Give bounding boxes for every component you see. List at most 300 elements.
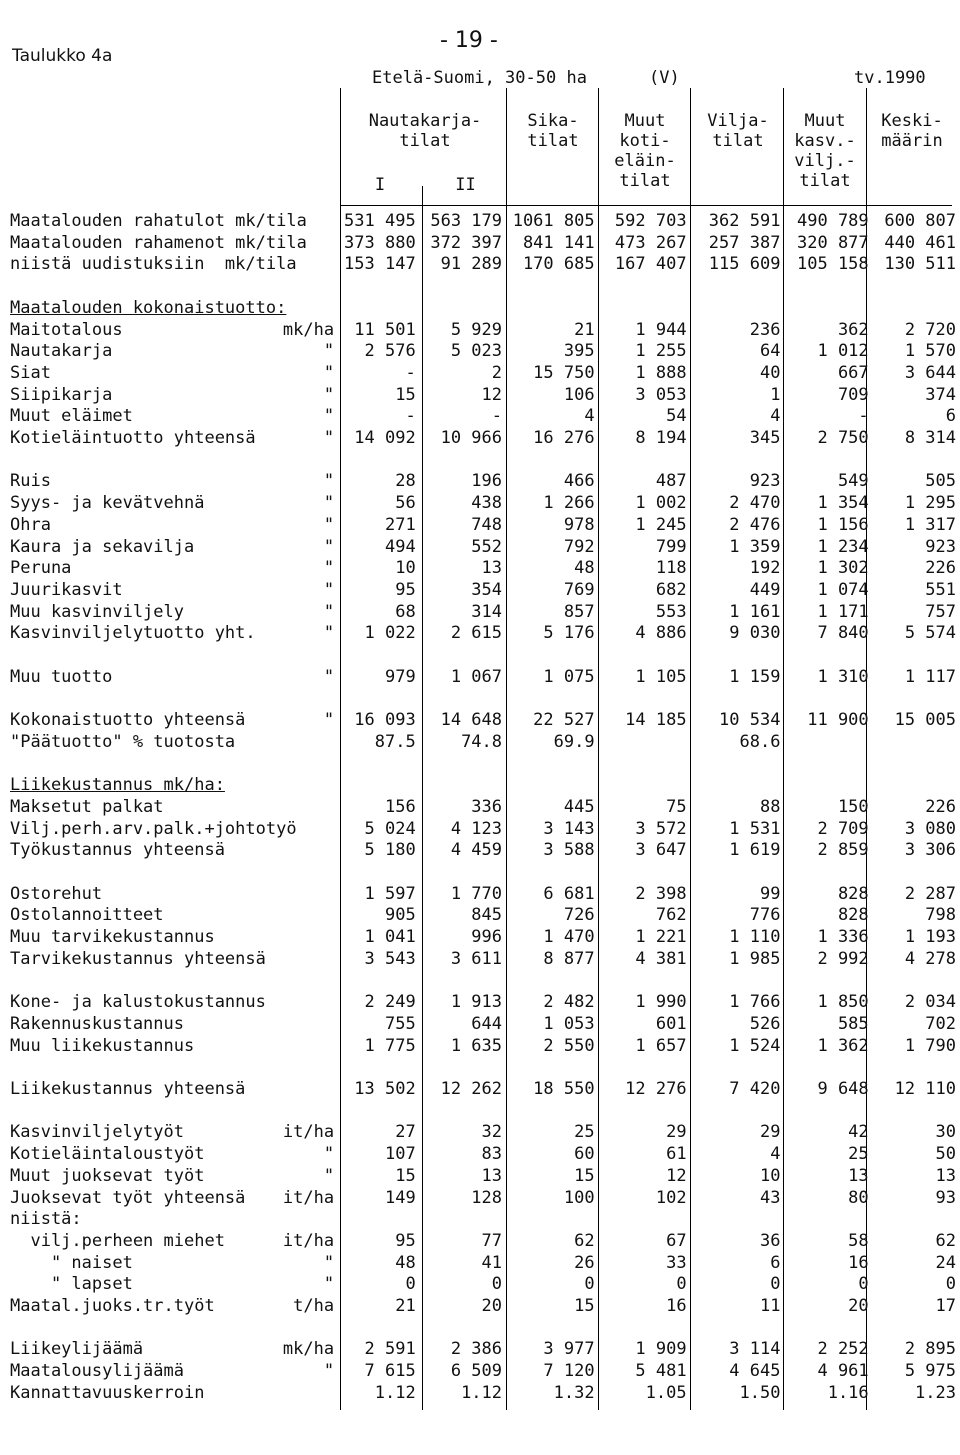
row-unit: " [323, 493, 335, 514]
table-cell: 3 611 [450, 948, 503, 969]
table-cell: 1 022 [364, 623, 416, 644]
table-cell: 1 635 [450, 1035, 503, 1056]
table-cell: 4 961 [817, 1361, 869, 1382]
table-cell: 2 470 [729, 493, 781, 514]
table-cell: 600 807 [884, 211, 956, 231]
row-label: Muut eläimet [10, 406, 133, 427]
table-row [10, 1144, 960, 1166]
table-cell: 798 [925, 905, 956, 926]
table-cell: 1 012 [817, 341, 869, 362]
row-label: Maatalouden rahamenot mk/tila [10, 232, 307, 253]
header-sub-ii: II [455, 175, 476, 195]
row-unit: " [323, 384, 335, 405]
table-row [10, 1014, 960, 1036]
table-row [10, 428, 960, 450]
table-cell: 15 750 [533, 362, 595, 383]
row-label: Peruna [10, 558, 72, 579]
row-unit: t/ha [293, 1296, 335, 1317]
row-label: Tarvikekustannus yhteensä [10, 948, 266, 969]
table-row [10, 732, 960, 754]
table-cell [338, 1209, 420, 1231]
row-label: Kotieläintuotto yhteensä [10, 428, 256, 449]
table-cell: 1 245 [635, 514, 687, 535]
table-row [10, 797, 960, 819]
table-cell: 74.8 [461, 731, 503, 752]
table-cell: 130 511 [884, 254, 956, 275]
table-cell: 1.05 [645, 1382, 687, 1403]
table-cell [784, 1101, 872, 1123]
table-cell: 1 657 [635, 1035, 687, 1056]
table-cell: 1 985 [729, 948, 781, 969]
region-label: Etelä-Suomi, 30-50 ha [372, 68, 587, 88]
table-cell: 1 597 [364, 883, 416, 904]
table-cell [784, 298, 872, 320]
table-cell: 67 [666, 1230, 687, 1251]
row-label: Kone- ja kalustokustannus [10, 992, 266, 1013]
table-cell: 1.50 [739, 1382, 781, 1403]
table-cell: 828 [837, 883, 869, 904]
table-cell: 16 276 [533, 428, 595, 449]
table-cell: 50 [935, 1144, 956, 1165]
row-label: niistä: [10, 1209, 82, 1230]
header-sub-i: I [374, 175, 386, 195]
table-cell [506, 1057, 599, 1079]
table-cell [599, 1318, 691, 1340]
table-cell: 150 [837, 796, 869, 817]
table-cell: - [405, 406, 416, 427]
table-cell: 149 [384, 1187, 416, 1208]
table-cell: 102 [655, 1187, 687, 1208]
table-row [10, 1057, 960, 1079]
table-row [10, 623, 960, 645]
table-cell: 2 [491, 362, 503, 383]
table-cell [784, 1057, 872, 1079]
row-label: " lapset [10, 1274, 133, 1295]
table-cell [873, 688, 960, 710]
row-label: Työkustannus yhteensä [10, 840, 225, 861]
table-cell [691, 1057, 785, 1079]
table-cell: 372 397 [430, 232, 503, 253]
table-cell: 21 [395, 1296, 416, 1317]
table-cell: 601 [655, 1013, 687, 1034]
table-row [10, 1274, 960, 1296]
table-cell [784, 732, 872, 754]
table-cell [784, 1209, 872, 1231]
table-cell [338, 645, 420, 667]
table-cell: 27 [395, 1122, 416, 1143]
table-cell: 841 141 [522, 232, 595, 253]
table-cell: 2 550 [543, 1035, 595, 1056]
table-cell: 29 [666, 1122, 687, 1143]
row-unit: " [323, 1274, 335, 1295]
row-label: Nautakarja [10, 341, 113, 362]
table-cell: 21 [574, 319, 595, 340]
table-cell [784, 754, 872, 776]
table-cell [873, 645, 960, 667]
table-cell: 531 495 [344, 211, 416, 231]
table-cell: 1 002 [635, 493, 687, 514]
table-cell: 2 252 [817, 1339, 869, 1360]
page-number: - 19 - [440, 28, 498, 53]
table-cell: 13 502 [354, 1079, 416, 1099]
table-cell [338, 862, 420, 884]
table-cell: 6 509 [450, 1361, 503, 1382]
table-cell: 1 570 [904, 341, 956, 362]
table-cell: 25 [574, 1122, 595, 1143]
table-cell: 8 314 [904, 428, 956, 449]
table-cell: 2 859 [817, 840, 869, 861]
row-unit: " [323, 1165, 335, 1186]
table-row [10, 1079, 960, 1101]
row-label: Rakennuskustannus [10, 1013, 184, 1034]
row-label: niistä uudistuksiin mk/tila [10, 254, 297, 275]
table-cell [599, 754, 691, 776]
table-row [10, 884, 960, 906]
table-cell [691, 1101, 785, 1123]
table-row [10, 905, 960, 927]
table-cell: 60 [574, 1144, 595, 1165]
table-cell: 0 [584, 1274, 595, 1295]
row-label: Maatal.juoks.tr.työt [10, 1296, 215, 1317]
table-cell: 3 080 [904, 818, 956, 839]
table-cell: 2 895 [904, 1339, 956, 1360]
table-cell: 487 [655, 471, 687, 492]
table-cell: 257 387 [708, 232, 781, 253]
table-cell: 923 [925, 536, 956, 557]
table-cell: 4 [770, 406, 781, 427]
table-cell: 682 [655, 579, 687, 600]
table-cell: 1 266 [543, 493, 595, 514]
table-cell: 9 648 [817, 1079, 869, 1099]
row-label: Siipikarja [10, 384, 113, 405]
table-cell: 374 [925, 384, 956, 405]
table-cell: 105 158 [797, 254, 869, 275]
table-cell: 1 354 [817, 493, 869, 514]
row-unit: it/ha [282, 1122, 335, 1143]
row-unit: " [323, 666, 335, 687]
table-cell: 22 527 [533, 710, 595, 731]
table-cell: 3 647 [635, 840, 687, 861]
row-label: Kasvinviljelytuotto yht. [10, 623, 256, 644]
table-cell: 56 [395, 493, 416, 514]
table-cell: 106 [563, 384, 595, 405]
table-cell [873, 1101, 960, 1123]
table-cell [599, 688, 691, 710]
table-cell: 33 [666, 1252, 687, 1273]
row-unit: " [323, 471, 335, 492]
table-cell: 1 850 [817, 992, 869, 1013]
table-cell: - [491, 406, 503, 427]
table-cell: 799 [655, 536, 687, 557]
table-cell: 107 [384, 1144, 416, 1165]
row-label: Kannattavuuskerroin [10, 1382, 205, 1403]
table-cell: 3 306 [904, 840, 956, 861]
table-cell: 5 024 [364, 818, 416, 839]
table-cell [420, 775, 506, 797]
table-cell [506, 1209, 599, 1231]
table-cell: 1 888 [635, 362, 687, 383]
table-cell: 1061 805 [512, 211, 595, 231]
table-cell: 1 990 [635, 992, 687, 1013]
table-cell [873, 775, 960, 797]
row-label: Muut juoksevat työt [10, 1165, 205, 1186]
table-row [10, 1339, 960, 1361]
table-cell: 2 720 [904, 319, 956, 340]
table-cell [506, 1101, 599, 1123]
table-cell: 3 053 [635, 384, 687, 405]
table-cell [691, 298, 785, 320]
table-row [10, 341, 960, 363]
table-row [10, 667, 960, 689]
table-cell: 4 278 [904, 948, 956, 969]
table-cell [784, 276, 872, 298]
table-cell: 5 023 [450, 341, 503, 362]
table-cell: 644 [471, 1013, 503, 1034]
table-cell: 91 289 [440, 254, 503, 275]
table-cell: 1 110 [729, 927, 781, 948]
table-cell: 2 034 [904, 992, 956, 1013]
table-cell: 13 [481, 1165, 503, 1186]
table-cell: 776 [749, 905, 781, 926]
row-label: Vilj.perh.arv.palk.+johtotyö [10, 818, 297, 839]
table-cell [784, 450, 872, 472]
table-row [10, 775, 960, 797]
table-cell: 1 161 [729, 601, 781, 622]
table-row [10, 320, 960, 342]
table-cell: 923 [749, 471, 781, 492]
table-cell: 28 [395, 471, 416, 492]
table-cell: 11 900 [807, 710, 869, 731]
table-cell: 526 [749, 1013, 781, 1034]
table-cell [691, 1318, 785, 1340]
row-unit: " [323, 558, 335, 579]
table-cell [873, 1318, 960, 1340]
table-cell [873, 1057, 960, 1079]
table-cell: 15 [395, 1165, 416, 1186]
table-cell [506, 862, 599, 884]
table-row [10, 862, 960, 884]
table-cell: 192 [749, 558, 781, 579]
table-cell [599, 1101, 691, 1123]
table-cell [691, 1209, 785, 1231]
table-cell: 905 [384, 905, 416, 926]
row-label: Juoksevat työt yhteensä [10, 1187, 246, 1208]
row-label: Ruis [10, 471, 51, 492]
table-cell: 1.23 [915, 1382, 956, 1403]
table-cell [784, 775, 872, 797]
table-cell: 11 [759, 1296, 781, 1317]
table-cell: 236 [749, 319, 781, 340]
table-row [10, 1383, 960, 1405]
table-cell: 1.12 [461, 1382, 503, 1403]
table-cell: 83 [481, 1144, 503, 1165]
table-cell: 2 386 [450, 1339, 503, 1360]
table-cell [691, 775, 785, 797]
table-cell [420, 1057, 506, 1079]
table-cell: 551 [925, 579, 956, 600]
table-cell: 1 171 [817, 601, 869, 622]
table-cell [506, 775, 599, 797]
table-cell: 0 [945, 1274, 956, 1295]
table-cell: 42 [848, 1122, 869, 1143]
table-row [10, 645, 960, 667]
table-cell: 0 [676, 1274, 687, 1295]
row-label: Muu liikekustannus [10, 1035, 195, 1056]
row-unit: it/ha [282, 1230, 335, 1251]
table-row [10, 276, 960, 298]
table-cell: 1 775 [364, 1035, 416, 1056]
table-cell: 702 [925, 1013, 956, 1034]
table-cell: 3 543 [364, 948, 416, 969]
table-cell: 3 572 [635, 818, 687, 839]
table-cell: 828 [837, 905, 869, 926]
table-cell: 792 [563, 536, 595, 557]
table-cell: 62 [574, 1230, 595, 1251]
table-cell [599, 775, 691, 797]
table-cell: 1 255 [635, 341, 687, 362]
table-cell [338, 971, 420, 993]
row-label: Ostolannoitteet [10, 905, 164, 926]
table-cell: 8 877 [543, 948, 595, 969]
table-row [10, 1296, 960, 1318]
table-cell: 156 [384, 796, 416, 817]
table-cell [691, 276, 785, 298]
header-muut-kotielaintilat: Muut koti- eläin- tilat [614, 111, 676, 191]
table-cell: 11 501 [354, 319, 416, 340]
row-unit: " [323, 710, 335, 731]
table-cell [873, 862, 960, 884]
row-label: Muu tarvikekustannus [10, 927, 215, 948]
table-cell: 320 877 [797, 232, 869, 253]
table-cell: 1 619 [729, 840, 781, 861]
table-cell: 4 [770, 1144, 781, 1165]
table-cell: 153 147 [344, 254, 416, 275]
table-cell: 2 992 [817, 948, 869, 969]
table-cell: 10 534 [719, 710, 781, 731]
table-cell: 7 840 [817, 623, 869, 644]
table-cell: 1 074 [817, 579, 869, 600]
table-row [10, 1361, 960, 1383]
table-cell: 0 [405, 1274, 416, 1295]
table-row [10, 298, 960, 320]
table-cell: 5 176 [543, 623, 595, 644]
table-cell: 77 [481, 1230, 503, 1251]
table-cell: 68.6 [739, 731, 781, 752]
header-rule [340, 205, 952, 206]
table-cell: 12 276 [625, 1079, 687, 1099]
table-cell: 64 [759, 341, 781, 362]
table-cell: 3 644 [904, 362, 956, 383]
table-cell [691, 754, 785, 776]
table-cell: 1.32 [553, 1382, 595, 1403]
table-cell: 5 929 [450, 319, 503, 340]
table-cell: 4 459 [450, 840, 503, 861]
table-cell [506, 450, 599, 472]
table-cell: 1 524 [729, 1035, 781, 1056]
table-cell: - [405, 362, 416, 383]
table-cell [420, 971, 506, 993]
table-cell: 95 [395, 1230, 416, 1251]
table-cell: 1 075 [543, 666, 595, 687]
table-row [10, 363, 960, 385]
table-row [10, 580, 960, 602]
table-cell [420, 645, 506, 667]
row-label: Maatalousylijäämä [10, 1361, 184, 1382]
table-cell: 128 [471, 1187, 503, 1208]
table-cell: 2 287 [904, 883, 956, 904]
table-cell: 762 [655, 905, 687, 926]
table-cell: 99 [759, 883, 781, 904]
row-label: Liikekustannus yhteensä [10, 1079, 246, 1099]
table-cell: 563 179 [430, 211, 503, 231]
table-cell: 362 591 [708, 211, 781, 231]
table-cell [599, 1209, 691, 1231]
table-cell: 2 249 [364, 992, 416, 1013]
table-cell: 25 [848, 1144, 869, 1165]
row-label: Siat [10, 362, 51, 383]
table-cell [691, 450, 785, 472]
row-label: Muu kasvinviljely [10, 601, 184, 622]
table-row [10, 233, 960, 255]
row-label: Maitotalous [10, 319, 123, 340]
table-cell: 87.5 [374, 731, 416, 752]
table-cell: 30 [935, 1122, 956, 1143]
table-cell: 54 [666, 406, 687, 427]
table-cell: 1 770 [450, 883, 503, 904]
row-unit: " [323, 1361, 335, 1382]
table-cell: 24 [935, 1252, 956, 1273]
row-label: Kaura ja sekavilja [10, 536, 195, 557]
table-cell: 13 [848, 1165, 869, 1186]
header-muut-kasvinviljelytilat: Muut kasv.- vilj.- tilat [794, 111, 856, 191]
table-cell [599, 971, 691, 993]
row-label: Juurikasvit [10, 579, 123, 600]
table-cell [420, 688, 506, 710]
table-cell: 1 221 [635, 927, 687, 948]
table-cell: 1 295 [904, 493, 956, 514]
table-cell: 12 262 [440, 1079, 503, 1099]
table-cell: 18 550 [533, 1079, 595, 1099]
table-cell [873, 971, 960, 993]
table-cell: 1 117 [904, 666, 956, 687]
table-cell [338, 754, 420, 776]
table-cell: 9 030 [729, 623, 781, 644]
table-cell: 16 [848, 1252, 869, 1273]
table-cell: 7 420 [729, 1079, 781, 1099]
table-cell: 95 [395, 579, 416, 600]
table-cell: 2 398 [635, 883, 687, 904]
row-unit: " [323, 341, 335, 362]
row-unit: " [323, 362, 335, 383]
table-cell: 17 [935, 1296, 956, 1317]
table-row [10, 385, 960, 407]
table-row [10, 537, 960, 559]
row-unit: mk/ha [282, 1339, 335, 1360]
table-cell [420, 1209, 506, 1231]
table-cell [599, 1057, 691, 1079]
table-cell: 1 336 [817, 927, 869, 948]
table-cell [420, 1101, 506, 1123]
table-cell [599, 450, 691, 472]
table-cell: 1 359 [729, 536, 781, 557]
table-cell [599, 298, 691, 320]
table-cell [873, 298, 960, 320]
table-cell: 2 482 [543, 992, 595, 1013]
row-unit: " [323, 579, 335, 600]
table-row [10, 992, 960, 1014]
row-unit: " [323, 428, 335, 449]
row-label: Maatalouden rahatulot mk/tila [10, 211, 307, 231]
